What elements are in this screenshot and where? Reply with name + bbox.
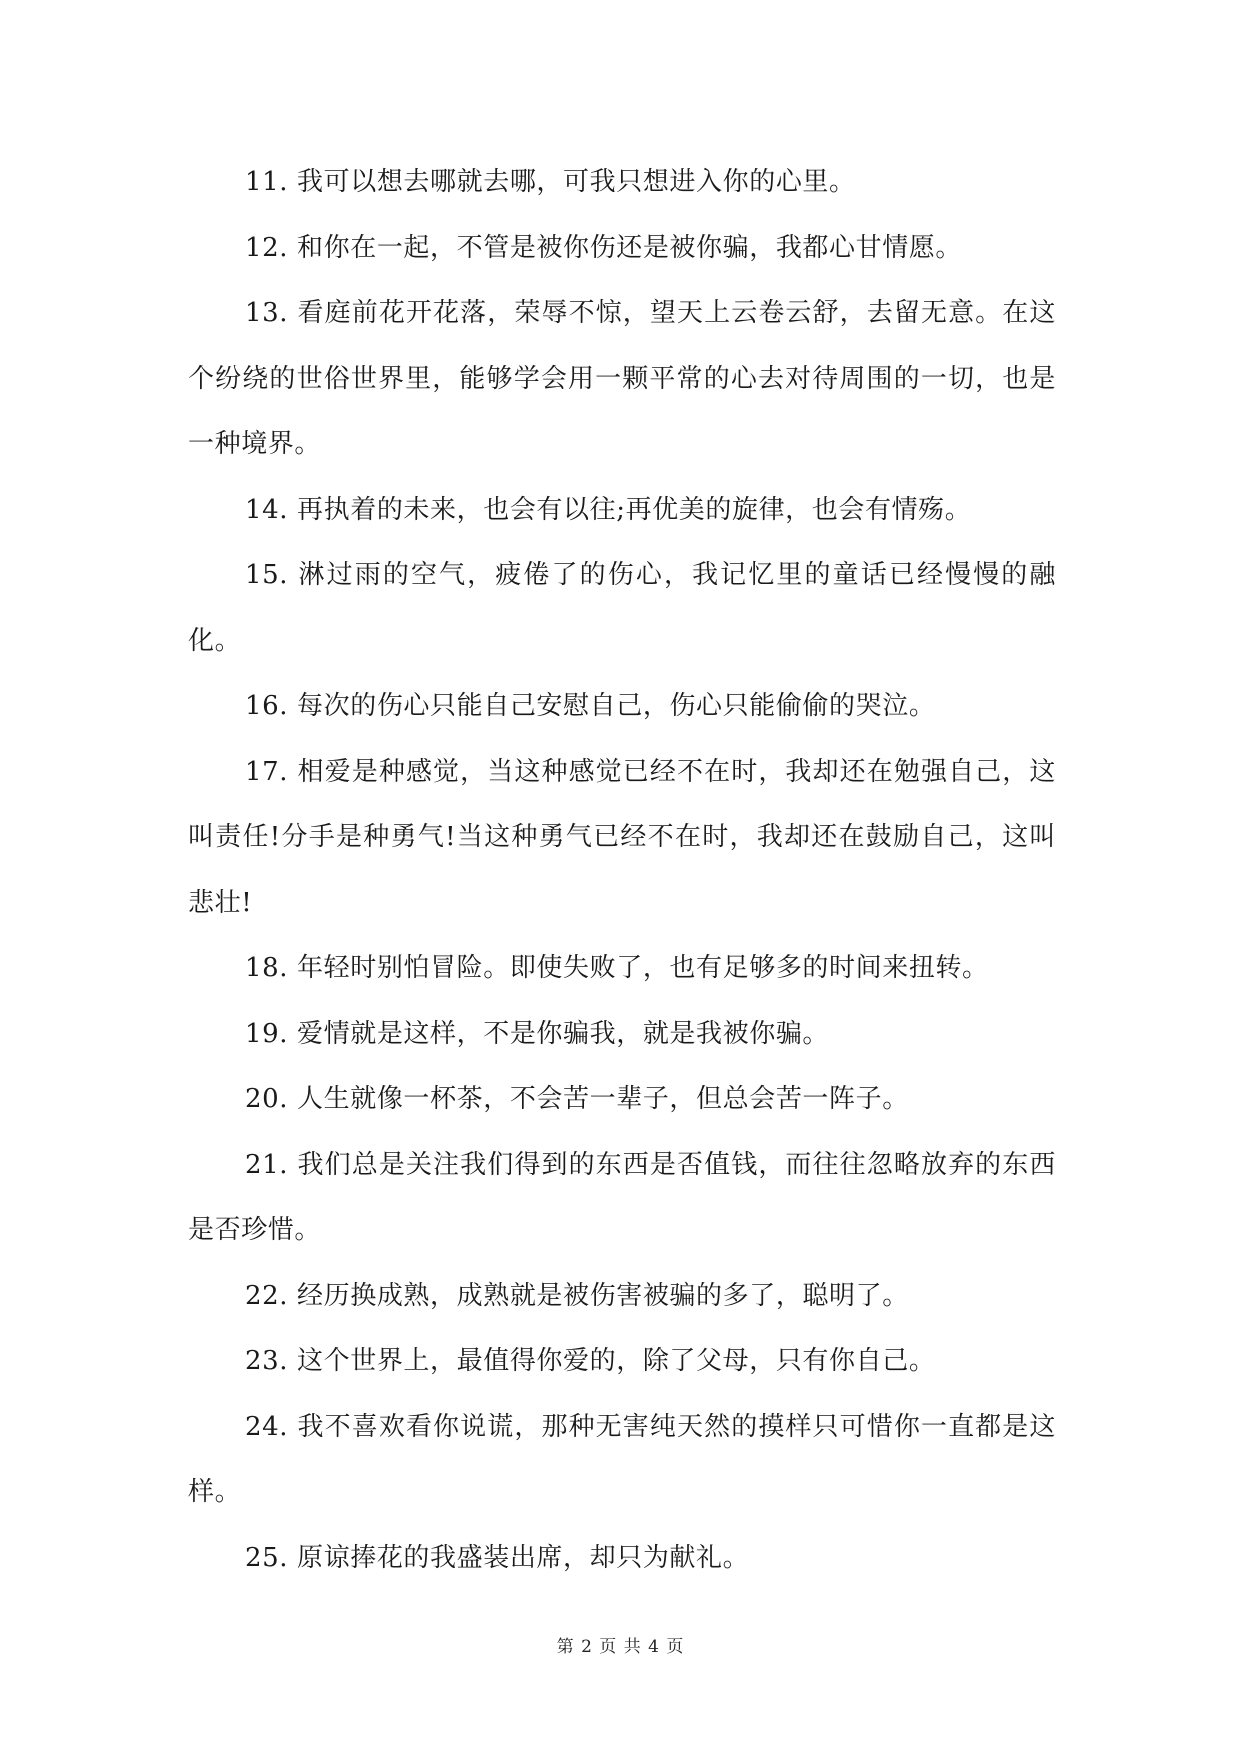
page-number-footer: 第 2 页 共 4 页 [556,1637,685,1657]
paragraph-23: 23. 这个世界上，最值得你爱的，除了父母，只有你自己。 [245,1346,936,1376]
paragraph-25: 25. 原谅捧花的我盛装出席，却只为献礼。 [245,1542,750,1573]
paragraph-11: 11. 我可以想去哪就去哪，可我只想进入你的心里。 [245,167,856,197]
paragraph-20: 20. 人生就像一杯茶，不会苦一辈子，但总会苦一阵子。 [245,1084,909,1114]
paragraph-13: 13. 看庭前花开花落，荣辱不惊，望天上云卷云舒，去留无意。在这个纷绕的世俗世界里，能够学会用一颗平常的心去对待周围的一切，也是一种境界。 [188,298,1056,459]
paragraph-17: 17. 相爱是种感觉，当这种感觉已经不在时，我却还在勉强自己，这叫责任!分手是种勇气!当这种勇气已经不在时，我却还在鼓励自己，这叫悲壮! [188,756,1056,918]
paragraph-14: 14. 再执着的未来，也会有以往;再优美的旋律，也会有情殇。 [245,494,972,525]
paragraph-21: 21. 我们总是关注我们得到的东西是否值钱，而往往忽略放弃的东西是否珍惜。 [188,1149,1056,1245]
document-body [188,150,1056,1591]
paragraph-18: 18. 年轻时别怕冒险。即使失败了，也有足够多的时间来扭转。 [245,953,989,983]
paragraph-12: 12. 和你在一起，不管是被你伤还是被你骗，我都心甘情愿。 [245,232,963,263]
paragraph-19: 19. 爱情就是这样，不是你骗我，就是我被你骗。 [245,1018,830,1049]
paragraph-24: 24. 我不喜欢看你说谎，那种无害纯天然的摸样只可惜你一直都是这样。 [188,1411,1056,1507]
paragraph-16: 16. 每次的伤心只能自己安慰自己，伤心只能偷偷的哭泣。 [245,691,936,721]
paragraph-22: 22. 经历换成熟，成熟就是被伤害被骗的多了，聪明了。 [245,1280,909,1311]
paragraph-15: 15. 淋过雨的空气，疲倦了的伤心，我记忆里的童话已经慢慢的融化。 [188,560,1056,656]
